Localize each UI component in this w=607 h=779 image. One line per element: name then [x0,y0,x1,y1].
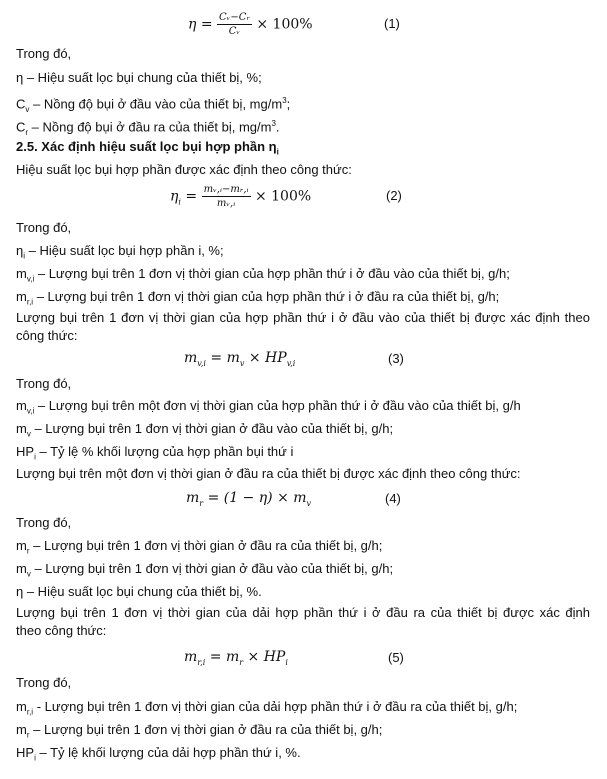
eq5-number: (5) [388,650,404,665]
eq1-tail: × 100% [256,16,313,33]
eq2-tail: × 100% [254,188,312,205]
eq2-denominator: mᵥ,ᵢ [216,198,236,209]
text-line: Lượng bụi trên một đơn vị thời gian ở đầu ra của thiết bị được xác định theo công thức: [16,466,521,481]
eq2-number: (2) [386,188,402,203]
text-line: $HP_i$ – Tỷ lệ khối lượng của dải hợp phần thứ i, %. [16,745,301,763]
eq1-number: (1) [384,16,400,31]
text-line: $m_{r,i}$ – Lượng bụi trên 1 đơn vị thời gian của hợp phần thứ i ở đầu ra của thiết bị, g/h; [16,289,500,307]
text-line: Trong đó, [16,376,72,391]
eq1-denominator: Cᵥ [228,26,241,37]
paragraph: Lượng bụi trên 1 đơn vị thời gian của hợp phần thứ i ở đầu vào của thiết bị được xác định theo công thức: [16,310,590,343]
text-line: Hiệu suất lọc bụi hợp phần được xác định theo công thức: [16,162,352,177]
paragraph: Lượng bụi trên 1 đơn vị thời gian của dải hợp phần thứ i ở đầu ra của thiết bị được xác định theo công thức: [16,605,590,638]
text-line: η – Hiệu suất lọc bụi chung của thiết bị, %; [16,70,262,85]
text-line: η – Hiệu suất lọc bụi chung của thiết bị, %. [16,584,262,599]
eq4-number: (4) [385,491,401,506]
text-line: $m_v$ – Lượng bụi trên 1 đơn vị thời gian ở đầu vào của thiết bị, g/h; [16,561,394,579]
text-line: $C_v$ – Nồng độ bụi ở đầu vào của thiết bị, $mg/m^3$; [16,96,291,114]
text-line: Trong đó, [16,515,72,530]
eq1-lhs: η [188,16,197,33]
equation-5: $m_{r,i} = m_r \times HP_i$ [184,649,288,667]
equation-4: $m_r = (1 - \eta) \times m_v$ [186,490,312,508]
equation-3: $m_{v,i} = m_v \times HP_{v,i}$ [184,350,296,368]
text-line: $m_v$ – Lượng bụi trên 1 đơn vị thời gian ở đầu vào của thiết bị, g/h; [16,421,394,439]
text-line: $C_r$ – Nồng độ bụi ở đầu ra của thiết bị, $mg/m^3$. [16,119,280,137]
equation-1: η = $\frac{\text{Cᵥ−Cᵣ}}{\text{Cᵥ}}$ × 100% [188,12,313,37]
eq2-fraction [202,184,251,209]
eq2-numerator: mᵥ,ᵢ−mᵣ,ᵢ [203,184,249,195]
text-line: Trong đó, [16,46,72,61]
text-line: $\eta_i$ – Hiệu suất lọc bụi hợp phần i, %; [16,243,224,261]
text-line: $m_{v,i}$ – Lượng bụi trên 1 đơn vị thời gian của hợp phần thứ i ở đầu vào của thiết bị, g/h; [16,266,510,284]
text-line: $m_{v,i}$ – Lượng bụi trên một đơn vị thời gian của hợp phần thứ i ở đầu vào của thiết bị, g/h [16,398,521,416]
text-line: $m_{r,i}$ - Lượng bụi trên 1 đơn vị thời gian của dải hợp phần thứ i ở đầu ra của thiết bị, g/h; [16,699,518,717]
text-line: $HP_i$ – Tỷ lệ % khối lượng của hợp phần bụi thứ i [16,444,294,462]
text-line: $m_r$ – Lượng bụi trên 1 đơn vị thời gian ở đầu ra của thiết bị, g/h; [16,722,383,740]
eq1-numerator: Cᵥ−Cᵣ [219,12,250,23]
eq1-fraction [217,12,252,37]
equation-2: $\eta_i$ = $\frac{\text{mᵥ,ᵢ−mᵣ,ᵢ}}{\text{mᵥ,ᵢ}}$ × 100% [170,184,312,209]
text-line: Trong đó, [16,220,72,235]
section-heading: 2.5. Xác định hiệu suất lọc bụi hợp phần $\eta_i$ [16,139,279,157]
text-line: $m_r$ – Lượng bụi trên 1 đơn vị thời gian ở đầu ra của thiết bị, g/h; [16,538,383,556]
eq3-number: (3) [388,351,404,366]
text-line: Trong đó, [16,675,72,690]
